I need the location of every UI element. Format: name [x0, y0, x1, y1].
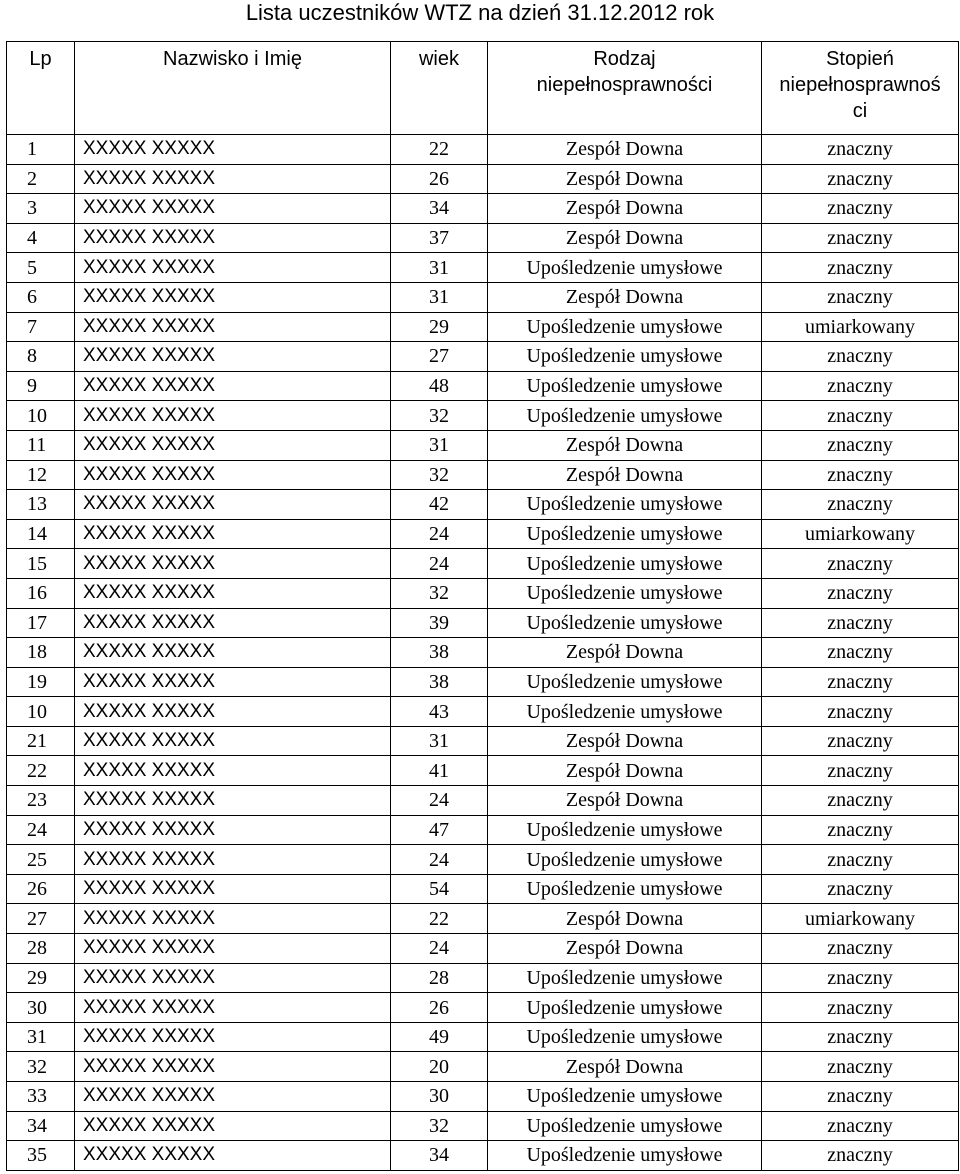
table-row	[7, 697, 959, 727]
cell-name: XXXXX XXXXX	[75, 490, 391, 520]
cell-name: XXXXX XXXXX	[75, 549, 391, 579]
participants-table	[6, 41, 959, 1171]
cell-name: XXXXX XXXXX	[75, 815, 391, 845]
table-row	[7, 726, 959, 756]
cell-disability-degree: znaczny	[762, 401, 959, 431]
cell-disability-type: Zespół Downa	[488, 934, 762, 964]
cell-lp: 13	[7, 490, 75, 520]
cell-name: XXXXX XXXXX	[75, 1111, 391, 1141]
cell-disability-degree: znaczny	[762, 756, 959, 786]
cell-name: XXXXX XXXXX	[75, 223, 391, 253]
cell-disability-degree: znaczny	[762, 815, 959, 845]
cell-disability-degree: znaczny	[762, 1052, 959, 1082]
cell-name: XXXXX XXXXX	[75, 993, 391, 1023]
cell-age: 38	[391, 638, 488, 668]
cell-lp: 29	[7, 963, 75, 993]
cell-age: 32	[391, 460, 488, 490]
document-title: Lista uczestników WTZ na dzień 31.12.2012 rok	[245, 0, 715, 25]
cell-lp: 17	[7, 608, 75, 638]
cell-disability-degree: znaczny	[762, 549, 959, 579]
cell-disability-degree: znaczny	[762, 1141, 959, 1171]
header-disability-type-line2: niepełnosprawności	[536, 74, 713, 96]
cell-name: XXXXX XXXXX	[75, 1022, 391, 1052]
cell-lp: 27	[7, 904, 75, 934]
cell-lp: 9	[7, 371, 75, 401]
header-disability-degree-line2: niepełnosprawnoś	[779, 74, 941, 96]
table-row	[7, 253, 959, 283]
cell-age: 31	[391, 282, 488, 312]
cell-lp: 12	[7, 460, 75, 490]
cell-name: XXXXX XXXXX	[75, 638, 391, 668]
cell-name: XXXXX XXXXX	[75, 312, 391, 342]
cell-disability-degree: znaczny	[762, 135, 959, 165]
cell-age: 26	[391, 993, 488, 1023]
cell-age: 43	[391, 697, 488, 727]
cell-name: XXXXX XXXXX	[75, 756, 391, 786]
cell-disability-type: Zespół Downa	[488, 460, 762, 490]
cell-name: XXXXX XXXXX	[75, 1082, 391, 1112]
cell-age: 54	[391, 874, 488, 904]
cell-age: 31	[391, 726, 488, 756]
cell-age: 32	[391, 401, 488, 431]
header-name: Nazwisko i Imię	[75, 42, 391, 135]
cell-disability-degree: znaczny	[762, 282, 959, 312]
cell-disability-degree: znaczny	[762, 726, 959, 756]
cell-name: XXXXX XXXXX	[75, 519, 391, 549]
table-row	[7, 312, 959, 342]
cell-age: 32	[391, 578, 488, 608]
cell-lp: 11	[7, 430, 75, 460]
cell-lp: 31	[7, 1022, 75, 1052]
table-row	[7, 401, 959, 431]
cell-lp: 18	[7, 638, 75, 668]
header-disability-degree-line3: ci	[852, 100, 868, 122]
cell-disability-type: Zespół Downa	[488, 194, 762, 224]
cell-disability-degree: znaczny	[762, 490, 959, 520]
cell-lp: 1	[7, 135, 75, 165]
table-row	[7, 1052, 959, 1082]
cell-disability-degree: znaczny	[762, 874, 959, 904]
table-row	[7, 578, 959, 608]
table-row	[7, 934, 959, 964]
header-disability-degree	[762, 42, 959, 135]
cell-age: 37	[391, 223, 488, 253]
cell-name: XXXXX XXXXX	[75, 460, 391, 490]
cell-lp: 24	[7, 815, 75, 845]
cell-disability-degree: znaczny	[762, 845, 959, 875]
cell-name: XXXXX XXXXX	[75, 253, 391, 283]
cell-age: 42	[391, 490, 488, 520]
cell-lp: 10	[7, 697, 75, 727]
cell-age: 24	[391, 786, 488, 816]
cell-lp: 28	[7, 934, 75, 964]
cell-disability-degree: znaczny	[762, 667, 959, 697]
cell-lp: 33	[7, 1082, 75, 1112]
cell-disability-type: Zespół Downa	[488, 164, 762, 194]
table-row	[7, 1141, 959, 1171]
cell-age: 22	[391, 135, 488, 165]
table-row	[7, 1082, 959, 1112]
table-row	[7, 963, 959, 993]
header-age: wiek	[391, 42, 488, 135]
header-lp: Lp	[7, 42, 75, 135]
cell-disability-type: Upośledzenie umysłowe	[488, 993, 762, 1023]
cell-disability-type: Upośledzenie umysłowe	[488, 1111, 762, 1141]
cell-name: XXXXX XXXXX	[75, 934, 391, 964]
table-row	[7, 786, 959, 816]
cell-name: XXXXX XXXXX	[75, 578, 391, 608]
cell-disability-degree: znaczny	[762, 608, 959, 638]
cell-lp: 10	[7, 401, 75, 431]
cell-disability-degree: znaczny	[762, 638, 959, 668]
cell-age: 49	[391, 1022, 488, 1052]
cell-disability-type: Upośledzenie umysłowe	[488, 253, 762, 283]
table-row	[7, 993, 959, 1023]
table-header-row	[7, 42, 959, 135]
table-row	[7, 1111, 959, 1141]
cell-age: 22	[391, 904, 488, 934]
cell-name: XXXXX XXXXX	[75, 194, 391, 224]
cell-age: 24	[391, 934, 488, 964]
cell-disability-degree: umiarkowany	[762, 519, 959, 549]
cell-disability-degree: znaczny	[762, 934, 959, 964]
cell-disability-type: Upośledzenie umysłowe	[488, 667, 762, 697]
cell-disability-degree: znaczny	[762, 460, 959, 490]
cell-name: XXXXX XXXXX	[75, 963, 391, 993]
cell-lp: 35	[7, 1141, 75, 1171]
table-row	[7, 164, 959, 194]
cell-age: 48	[391, 371, 488, 401]
cell-lp: 22	[7, 756, 75, 786]
cell-disability-degree: znaczny	[762, 993, 959, 1023]
cell-disability-type: Zespół Downa	[488, 726, 762, 756]
cell-disability-type: Upośledzenie umysłowe	[488, 1082, 762, 1112]
cell-disability-type: Upośledzenie umysłowe	[488, 815, 762, 845]
cell-lp: 21	[7, 726, 75, 756]
cell-age: 39	[391, 608, 488, 638]
cell-disability-type: Upośledzenie umysłowe	[488, 401, 762, 431]
cell-disability-type: Upośledzenie umysłowe	[488, 1141, 762, 1171]
cell-disability-type: Zespół Downa	[488, 904, 762, 934]
table-row	[7, 845, 959, 875]
cell-name: XXXXX XXXXX	[75, 371, 391, 401]
cell-name: XXXXX XXXXX	[75, 430, 391, 460]
cell-lp: 16	[7, 578, 75, 608]
table-row	[7, 756, 959, 786]
table-row	[7, 519, 959, 549]
cell-disability-type: Upośledzenie umysłowe	[488, 697, 762, 727]
cell-name: XXXXX XXXXX	[75, 697, 391, 727]
cell-disability-type: Zespół Downa	[488, 786, 762, 816]
cell-disability-degree: znaczny	[762, 253, 959, 283]
cell-lp: 6	[7, 282, 75, 312]
cell-disability-type: Upośledzenie umysłowe	[488, 874, 762, 904]
cell-name: XXXXX XXXXX	[75, 608, 391, 638]
cell-lp: 2	[7, 164, 75, 194]
cell-disability-type: Upośledzenie umysłowe	[488, 608, 762, 638]
cell-disability-degree: umiarkowany	[762, 312, 959, 342]
cell-disability-type: Upośledzenie umysłowe	[488, 1022, 762, 1052]
table-row	[7, 667, 959, 697]
table-row	[7, 371, 959, 401]
cell-lp: 5	[7, 253, 75, 283]
cell-disability-type: Upośledzenie umysłowe	[488, 963, 762, 993]
table-row	[7, 282, 959, 312]
cell-disability-type: Upośledzenie umysłowe	[488, 519, 762, 549]
cell-name: XXXXX XXXXX	[75, 667, 391, 697]
table-row	[7, 874, 959, 904]
cell-name: XXXXX XXXXX	[75, 1052, 391, 1082]
cell-disability-degree: znaczny	[762, 194, 959, 224]
header-disability-degree-line1: Stopień	[826, 48, 894, 70]
cell-age: 28	[391, 963, 488, 993]
cell-name: XXXXX XXXXX	[75, 1141, 391, 1171]
cell-age: 20	[391, 1052, 488, 1082]
table-row	[7, 815, 959, 845]
cell-lp: 3	[7, 194, 75, 224]
cell-age: 24	[391, 845, 488, 875]
cell-disability-type: Upośledzenie umysłowe	[488, 342, 762, 372]
cell-lp: 8	[7, 342, 75, 372]
cell-disability-degree: znaczny	[762, 1022, 959, 1052]
cell-disability-degree: znaczny	[762, 164, 959, 194]
cell-lp: 7	[7, 312, 75, 342]
cell-age: 31	[391, 253, 488, 283]
cell-age: 32	[391, 1111, 488, 1141]
cell-lp: 4	[7, 223, 75, 253]
cell-disability-degree: znaczny	[762, 371, 959, 401]
cell-name: XXXXX XXXXX	[75, 904, 391, 934]
cell-age: 47	[391, 815, 488, 845]
cell-lp: 32	[7, 1052, 75, 1082]
cell-age: 27	[391, 342, 488, 372]
header-disability-type-line1: Rodzaj	[593, 48, 656, 70]
cell-age: 34	[391, 1141, 488, 1171]
cell-lp: 25	[7, 845, 75, 875]
cell-disability-degree: znaczny	[762, 578, 959, 608]
cell-name: XXXXX XXXXX	[75, 135, 391, 165]
cell-disability-degree: znaczny	[762, 223, 959, 253]
cell-disability-type: Zespół Downa	[488, 223, 762, 253]
table-row	[7, 1022, 959, 1052]
cell-disability-degree: znaczny	[762, 430, 959, 460]
table-row	[7, 460, 959, 490]
cell-name: XXXXX XXXXX	[75, 845, 391, 875]
cell-lp: 30	[7, 993, 75, 1023]
cell-disability-degree: umiarkowany	[762, 904, 959, 934]
cell-disability-type: Upośledzenie umysłowe	[488, 549, 762, 579]
cell-lp: 14	[7, 519, 75, 549]
cell-name: XXXXX XXXXX	[75, 342, 391, 372]
cell-lp: 34	[7, 1111, 75, 1141]
cell-disability-type: Zespół Downa	[488, 1052, 762, 1082]
cell-disability-degree: znaczny	[762, 1082, 959, 1112]
cell-name: XXXXX XXXXX	[75, 164, 391, 194]
cell-age: 38	[391, 667, 488, 697]
cell-disability-type: Upośledzenie umysłowe	[488, 845, 762, 875]
table-row	[7, 638, 959, 668]
cell-name: XXXXX XXXXX	[75, 401, 391, 431]
table-row	[7, 549, 959, 579]
cell-name: XXXXX XXXXX	[75, 874, 391, 904]
cell-disability-type: Zespół Downa	[488, 638, 762, 668]
cell-age: 30	[391, 1082, 488, 1112]
cell-name: XXXXX XXXXX	[75, 282, 391, 312]
cell-age: 24	[391, 549, 488, 579]
table-row	[7, 608, 959, 638]
table-row	[7, 490, 959, 520]
cell-name: XXXXX XXXXX	[75, 786, 391, 816]
table-row	[7, 135, 959, 165]
cell-disability-degree: znaczny	[762, 342, 959, 372]
cell-disability-type: Upośledzenie umysłowe	[488, 371, 762, 401]
cell-disability-degree: znaczny	[762, 697, 959, 727]
cell-disability-type: Zespół Downa	[488, 430, 762, 460]
cell-age: 31	[391, 430, 488, 460]
cell-disability-type: Upośledzenie umysłowe	[488, 490, 762, 520]
table-row	[7, 904, 959, 934]
table-row	[7, 223, 959, 253]
cell-lp: 26	[7, 874, 75, 904]
table-row	[7, 430, 959, 460]
cell-lp: 19	[7, 667, 75, 697]
cell-age: 24	[391, 519, 488, 549]
cell-age: 41	[391, 756, 488, 786]
table-row	[7, 342, 959, 372]
cell-age: 34	[391, 194, 488, 224]
cell-disability-degree: znaczny	[762, 786, 959, 816]
cell-disability-type: Zespół Downa	[488, 135, 762, 165]
cell-lp: 15	[7, 549, 75, 579]
cell-lp: 23	[7, 786, 75, 816]
cell-disability-type: Zespół Downa	[488, 756, 762, 786]
table-row	[7, 194, 959, 224]
cell-disability-type: Upośledzenie umysłowe	[488, 578, 762, 608]
header-disability-type	[488, 42, 762, 135]
cell-disability-degree: znaczny	[762, 963, 959, 993]
cell-age: 29	[391, 312, 488, 342]
cell-disability-type: Upośledzenie umysłowe	[488, 312, 762, 342]
cell-name: XXXXX XXXXX	[75, 726, 391, 756]
cell-disability-degree: znaczny	[762, 1111, 959, 1141]
cell-age: 26	[391, 164, 488, 194]
cell-disability-type: Zespół Downa	[488, 282, 762, 312]
